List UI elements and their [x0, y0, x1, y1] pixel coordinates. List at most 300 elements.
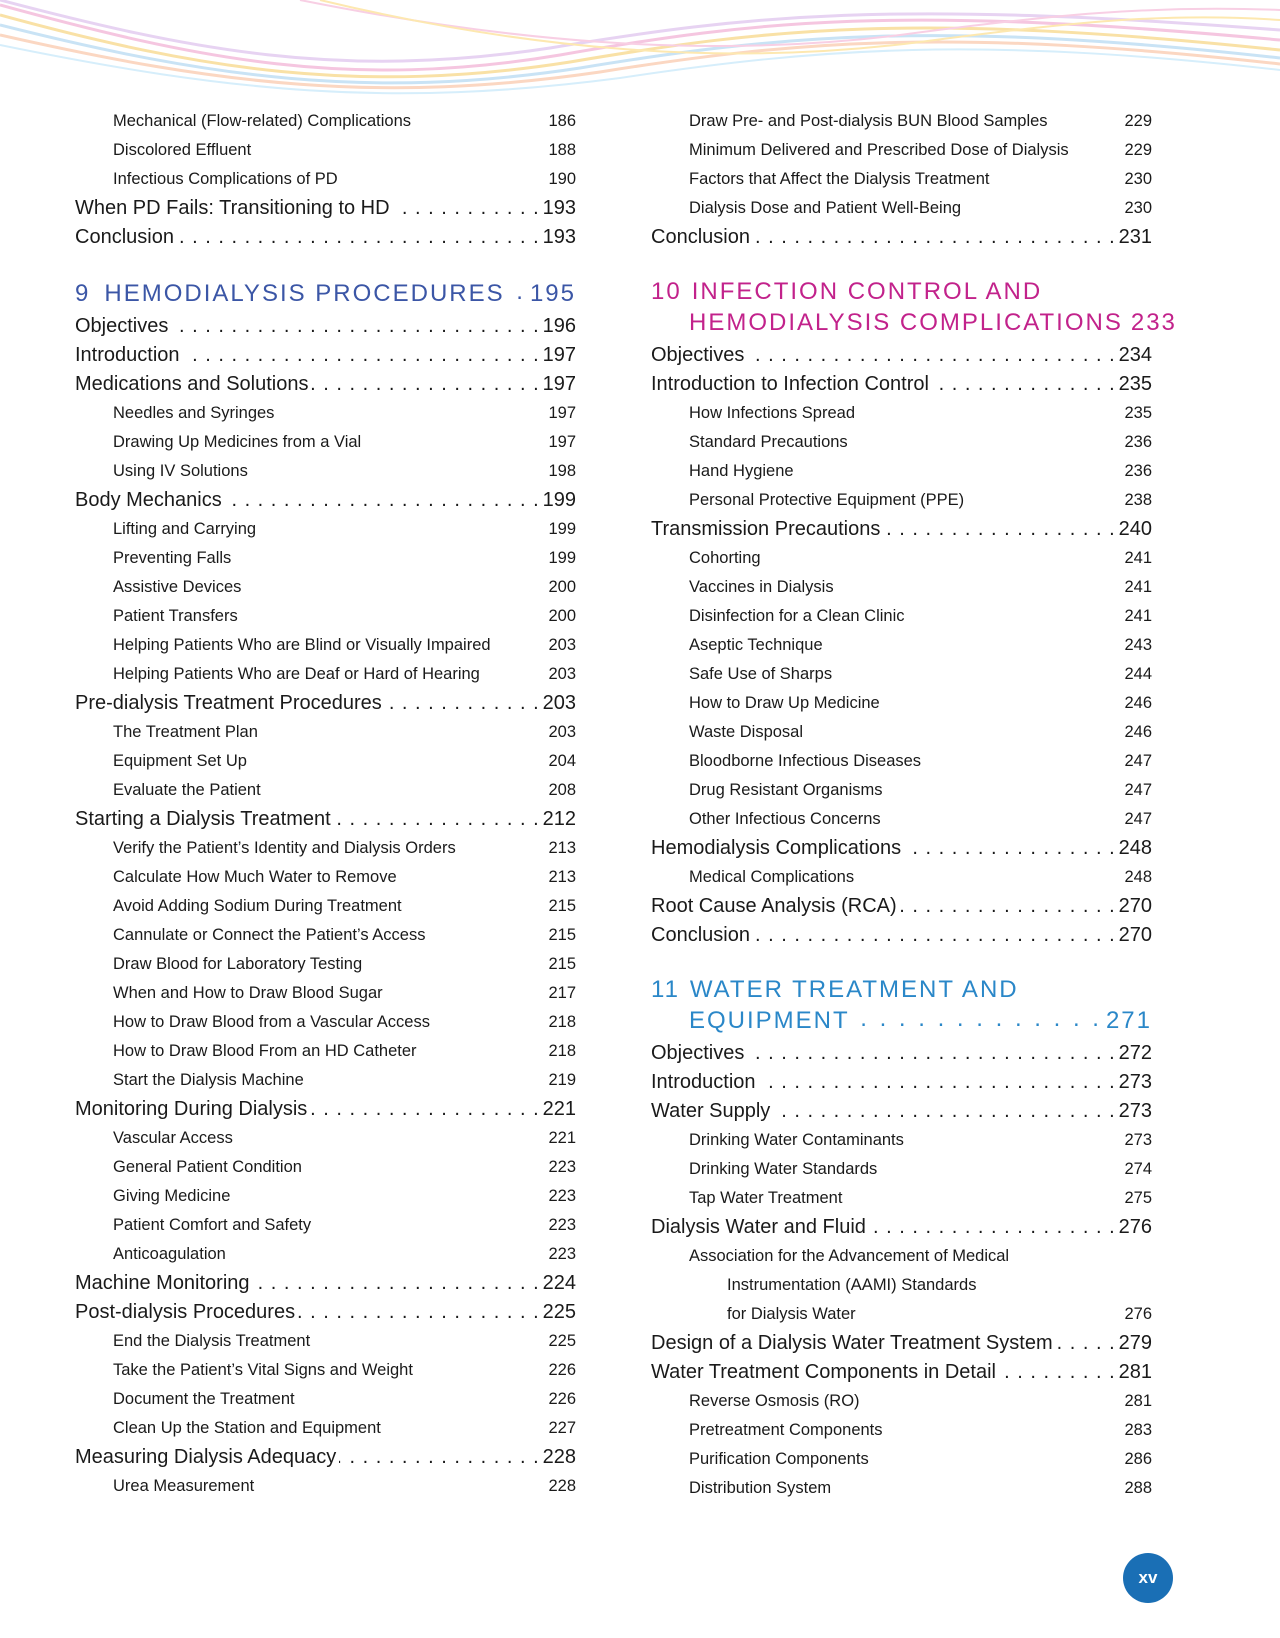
toc-subsection-entry[interactable] [651, 1387, 1152, 1416]
toc-subsection-entry[interactable] [75, 1037, 576, 1066]
chapter-11-number: 11 [651, 976, 680, 1003]
toc-entry-title: Monitoring During Dialysis [75, 1098, 308, 1120]
toc-entry-title: Root Cause Analysis (RCA) [651, 895, 897, 917]
toc-entry-page: 244 [1124, 665, 1152, 683]
toc-entry-page: 223 [548, 1216, 576, 1234]
toc-entry-page: 203 [548, 665, 576, 683]
toc-entry-title: When PD Fails: Transitioning to HD [75, 197, 390, 219]
toc-entry-page: 238 [1124, 491, 1152, 509]
toc-section-entry[interactable] [75, 805, 576, 834]
toc-entry-page: 219 [548, 1071, 576, 1089]
page-number-badge: xv [1123, 1553, 1173, 1603]
toc-subsection-entry[interactable] [651, 1126, 1152, 1155]
toc-entry-title: Pre-dialysis Treatment Procedures [75, 692, 382, 714]
toc-subsection-entry[interactable] [651, 165, 1152, 194]
toc-subsection-entry[interactable] [75, 136, 576, 165]
toc-entry-page: 235 [1124, 404, 1152, 422]
dot-leader [759, 1068, 1116, 1088]
toc-section-entry[interactable] [651, 1039, 1152, 1068]
dot-leader [364, 431, 545, 448]
toc-section-entry[interactable] [75, 1298, 576, 1327]
dot-leader [298, 1298, 540, 1318]
toc-entry-page: 193 [542, 197, 576, 219]
chapter-10-number: 10 [651, 278, 682, 305]
toc-subsection-entry[interactable] [651, 689, 1152, 718]
toc-entry-page: 248 [1118, 837, 1152, 859]
dot-leader [386, 982, 546, 999]
toc-entry-page: 197 [548, 404, 576, 422]
toc-entry-title: Medications and Solutions [75, 373, 309, 395]
dot-leader [234, 547, 545, 564]
toc-subsection-entry[interactable] [651, 1416, 1152, 1445]
toc-subsection-entry[interactable] [75, 573, 576, 602]
toc-subsection-entry[interactable] [651, 1445, 1152, 1474]
dot-leader [773, 1097, 1115, 1117]
dot-leader [259, 518, 545, 535]
toc-subsection-entry[interactable] [651, 718, 1152, 747]
toc-entry-title: Other Infectious Concerns [689, 810, 881, 828]
toc-section-entry[interactable] [75, 689, 576, 718]
toc-subsection-entry[interactable] [651, 486, 1152, 515]
toc-subsection-entry[interactable] [651, 457, 1152, 486]
dot-leader [924, 750, 1121, 767]
toc-subsection-entry[interactable] [651, 194, 1152, 223]
dot-leader [494, 634, 546, 651]
toc-section-entry[interactable] [75, 1269, 576, 1298]
toc-entry-page: 199 [548, 549, 576, 567]
dot-leader [886, 1419, 1122, 1436]
toc-entry-page: 273 [1118, 1100, 1152, 1122]
dot-leader [753, 921, 1116, 941]
toc-subsection-entry[interactable] [75, 863, 576, 892]
toc-entry-page: 225 [548, 1332, 576, 1350]
dot-leader [341, 168, 546, 185]
toc-entry-page: 247 [1124, 781, 1152, 799]
toc-entry-page: 279 [1118, 1332, 1152, 1354]
chapter-9-title: HEMODIALYSIS PROCEDURES [104, 280, 505, 307]
toc-section-entry[interactable] [651, 921, 1152, 950]
chapter-11-heading[interactable] [651, 975, 1152, 1035]
toc-entry-title: How Infections Spread [689, 404, 856, 422]
dot-leader [229, 1243, 546, 1260]
toc-entry-page: 276 [1118, 1216, 1152, 1238]
toc-subsection-entry[interactable] [651, 602, 1152, 631]
toc-entry-title: Drug Resistant Organisms [689, 781, 883, 799]
toc-entry-page: 197 [542, 344, 576, 366]
toc-entry-title: End the Dialysis Treatment [113, 1332, 311, 1350]
toc-entry-title: Purification Components [689, 1450, 869, 1468]
dot-leader [428, 924, 545, 941]
toc-entry-title: Pretreatment Components [689, 1421, 883, 1439]
toc-entry-title: Take the Patient’s Vital Signs and Weight [113, 1361, 413, 1379]
dot-leader [993, 168, 1122, 185]
toc-entry-title: Waste Disposal [689, 723, 804, 741]
toc-subsection-entry[interactable] [75, 544, 576, 573]
toc-entry-page: 199 [548, 520, 576, 538]
toc-entry-title: Drawing Up Medicines from a Vial [113, 433, 362, 451]
toc-entry-page: 229 [1124, 112, 1152, 130]
toc-entry-page: 197 [542, 373, 576, 395]
toc-entry-title: Helping Patients Who are Blind or Visually Impaired [113, 636, 491, 654]
dot-leader [277, 402, 545, 419]
toc-entry-page: 208 [548, 781, 576, 799]
dot-leader [872, 1448, 1122, 1465]
toc-entry-page: 188 [548, 141, 576, 159]
toc-entry-title: Calculate How Much Water to Remove [113, 868, 397, 886]
dot-leader [385, 689, 540, 709]
toc-entry-title: Reverse Osmosis (RO) [689, 1392, 860, 1410]
toc-entry-title: Introduction to Infection Control [651, 373, 929, 395]
toc-subsection-entry[interactable] [75, 921, 576, 950]
toc-section-entry[interactable] [651, 1358, 1152, 1387]
toc-subsection-entry[interactable] [75, 428, 576, 457]
toc-entry-page: 246 [1124, 694, 1152, 712]
toc-section-entry[interactable] [75, 486, 576, 515]
toc-entry-page: 235 [1118, 373, 1152, 395]
toc-subsection-entry[interactable] [651, 136, 1152, 165]
toc-section-entry[interactable] [75, 1095, 576, 1124]
toc-entry-title: The Treatment Plan [113, 723, 258, 741]
toc-section-entry[interactable] [651, 892, 1152, 921]
toc-entry-title: Post-dialysis Procedures [75, 1301, 296, 1323]
toc-entry-page: 241 [1124, 549, 1152, 567]
toc-subsection-entry[interactable] [75, 979, 576, 1008]
toc-subsection-entry[interactable] [651, 1184, 1152, 1213]
toc-subsection-entry[interactable] [75, 834, 576, 863]
toc-subsection-entry[interactable] [75, 631, 576, 660]
dot-leader [753, 223, 1116, 243]
dot-leader [857, 866, 1121, 883]
toc-section-entry[interactable] [75, 194, 576, 223]
dot-leader [483, 663, 546, 680]
toc-entry-page: 286 [1124, 1450, 1152, 1468]
toc-entry-page: 193 [542, 226, 576, 248]
toc-entry-title: Dialysis Dose and Patient Well-Being [689, 199, 962, 217]
toc-subsection-entry[interactable] [651, 1474, 1152, 1503]
dot-leader [405, 895, 546, 912]
toc-subsection-entry[interactable] [75, 1327, 576, 1356]
toc-entry-title: Document the Treatment [113, 1390, 295, 1408]
dot-leader [851, 431, 1122, 448]
toc-entry-title: Giving Medicine [113, 1187, 231, 1205]
dot-leader [1056, 1329, 1116, 1349]
toc-section-entry[interactable] [651, 1329, 1152, 1358]
toc-entry-title: Avoid Adding Sodium During Treatment [113, 897, 402, 915]
dot-leader [883, 692, 1122, 709]
toc-section-entry[interactable] [651, 341, 1152, 370]
dot-leader [885, 779, 1121, 796]
toc-subsection-entry[interactable] [75, 1472, 576, 1501]
dot-leader [797, 460, 1122, 477]
toc-entry-title: Safe Use of Sharps [689, 665, 833, 683]
dot-leader [869, 1213, 1116, 1233]
toc-entry-title: Clean Up the Station and Equipment [113, 1419, 381, 1437]
toc-section-entry[interactable] [75, 312, 576, 341]
toc-section-entry[interactable] [651, 1068, 1152, 1097]
toc-section-entry[interactable] [75, 370, 576, 399]
toc-subsection-entry[interactable] [651, 544, 1152, 573]
toc-entry-page: 213 [548, 868, 576, 886]
toc-subsection-entry[interactable] [75, 776, 576, 805]
dot-leader [420, 1040, 546, 1057]
dot-leader [253, 1269, 540, 1289]
toc-entry-page: 276 [1124, 1305, 1152, 1323]
toc-subsection-entry[interactable] [75, 892, 576, 921]
toc-subsection-entry[interactable] [75, 1414, 576, 1443]
dot-leader [241, 605, 546, 622]
dot-leader [459, 837, 546, 854]
toc-entry-page: 281 [1118, 1361, 1152, 1383]
toc-entry-title: Conclusion [651, 226, 750, 248]
toc-subsection-entry[interactable] [75, 1356, 576, 1385]
toc-entry-page: 203 [548, 636, 576, 654]
toc-entry-page: 241 [1124, 607, 1152, 625]
toc-subsection-entry[interactable] [75, 602, 576, 631]
dot-leader [835, 663, 1121, 680]
toc-entry-page: 198 [548, 462, 576, 480]
toc-entry-title: When and How to Draw Blood Sugar [113, 984, 383, 1002]
toc-entry-page: 199 [542, 489, 576, 511]
toc-entry-title: Hand Hygiene [689, 462, 794, 480]
toc-entry-page: 217 [548, 984, 576, 1002]
chapter-10-title-line2: HEMODIALYSIS COMPLICATIONS [689, 309, 1123, 336]
dot-leader [307, 1069, 546, 1086]
toc-entry-title: Preventing Falls [113, 549, 232, 567]
toc-subsection-entry[interactable] [75, 1240, 576, 1269]
toc-entry-page: 215 [548, 955, 576, 973]
dot-leader [863, 1390, 1122, 1407]
dot-leader [747, 1039, 1115, 1059]
toc-entry-title: Measuring Dialysis Adequacy [75, 1446, 337, 1468]
toc-subsection-entry[interactable] [75, 950, 576, 979]
toc-entry-title: Anticoagulation [113, 1245, 226, 1263]
toc-entry-page: 226 [548, 1390, 576, 1408]
toc-subsection-entry[interactable] [75, 1385, 576, 1414]
toc-entry-title: Drinking Water Contaminants [689, 1131, 904, 1149]
toc-right-column [651, 107, 1177, 1503]
toc-entry-page: 283 [1124, 1421, 1152, 1439]
toc-subsection-entry[interactable] [75, 457, 576, 486]
dot-leader [806, 721, 1121, 738]
toc-subsection-entry[interactable] [75, 1066, 576, 1095]
dot-leader [236, 1127, 546, 1144]
dot-leader [171, 312, 539, 332]
toc-subsection-entry[interactable] [651, 428, 1152, 457]
toc-entry-page: 223 [548, 1158, 576, 1176]
toc-entry-title: Objectives [75, 315, 169, 337]
toc-entry-title: Dialysis Water and Fluid [651, 1216, 866, 1238]
dot-leader [907, 1129, 1122, 1146]
toc-entry-page: 241 [1124, 578, 1152, 596]
toc-entry-title: Introduction [75, 344, 180, 366]
toc-entry-page: 215 [548, 926, 576, 944]
toc-subsection-entry[interactable] [75, 107, 576, 136]
chapter-11-title-line2: EQUIPMENT [689, 1007, 850, 1034]
toc-subsection-entry[interactable] [75, 399, 576, 428]
chapter-9-heading[interactable] [75, 277, 576, 308]
toc-entry-title: How to Draw Up Medicine [689, 694, 880, 712]
chapter-10-heading[interactable] [651, 277, 1177, 337]
dot-leader [365, 953, 545, 970]
toc-subsection-entry[interactable] [75, 1153, 576, 1182]
dot-leader [251, 460, 546, 477]
toc-subsection-entry[interactable] [651, 1155, 1152, 1184]
dot-leader [183, 341, 540, 361]
toc-entry-page: 229 [1124, 141, 1152, 159]
dot-leader [298, 1388, 546, 1405]
toc-entry-page: 240 [1118, 518, 1152, 540]
toc-left-column [75, 107, 576, 1501]
toc-entry-aami-line1[interactable]: Association for the Advancement of Medical [689, 1247, 1010, 1265]
toc-section-entry[interactable] [75, 1443, 576, 1472]
dot-leader [834, 1477, 1121, 1494]
toc-subsection-entry[interactable] [651, 399, 1152, 428]
toc-subsection-entry[interactable] [651, 107, 1152, 136]
toc-subsection-entry[interactable] [651, 776, 1152, 805]
toc-subsection-entry[interactable] [651, 747, 1152, 776]
toc-entry-title: Factors that Affect the Dialysis Treatment [689, 170, 990, 188]
toc-entry-page: 223 [548, 1187, 576, 1205]
toc-entry-page: 200 [548, 578, 576, 596]
toc-subsection-entry[interactable] [651, 660, 1152, 689]
toc-entry-page: 272 [1118, 1042, 1152, 1064]
toc-section-entry[interactable] [651, 515, 1152, 544]
toc-subsection-entry[interactable] [75, 165, 576, 194]
toc-entry-page: 234 [1118, 344, 1152, 366]
toc-subsection-entry[interactable] [75, 718, 576, 747]
toc-subsection-entry[interactable] [651, 573, 1152, 602]
toc-entry-page: 247 [1124, 810, 1152, 828]
toc-entry-aami-line2[interactable]: Instrumentation (AAMI) Standards [727, 1276, 977, 1294]
toc-section-entry[interactable] [651, 834, 1152, 863]
toc-subsection-entry[interactable] [75, 1182, 576, 1211]
toc-entry-page: 224 [542, 1272, 576, 1294]
dot-leader [908, 605, 1122, 622]
dot-leader [400, 866, 546, 883]
toc-entry-title: Water Treatment Components in Detail [651, 1361, 996, 1383]
dot-leader [257, 1475, 545, 1492]
dot-leader [261, 721, 546, 738]
toc-entry-page: 227 [548, 1419, 576, 1437]
toc-entry-title: Mechanical (Flow-related) Complications [113, 112, 412, 130]
toc-section-entry[interactable] [75, 341, 576, 370]
dot-leader [747, 341, 1115, 361]
chapter-10-title-line1: INFECTION CONTROL AND [691, 278, 1043, 305]
toc-entry-title: How to Draw Blood from a Vascular Access [113, 1013, 430, 1031]
dot-leader [900, 892, 1116, 912]
toc-entry-title: Aseptic Technique [689, 636, 823, 654]
toc-entry-title: Discolored Effluent [113, 141, 252, 159]
dot-leader [845, 1187, 1121, 1204]
toc-section-entry[interactable] [651, 223, 1152, 252]
toc-entry-page: 215 [548, 897, 576, 915]
toc-entry-page: 226 [548, 1361, 576, 1379]
toc-section-entry[interactable] [651, 1097, 1152, 1126]
toc-entry-title: Design of a Dialysis Water Treatment System [651, 1332, 1053, 1354]
toc-subsection-entry[interactable] [651, 805, 1152, 834]
toc-entry-title: Objectives [651, 344, 745, 366]
chapter-11-page: 271 [1105, 1007, 1152, 1034]
dot-leader [826, 634, 1122, 651]
toc-entry-page: 270 [1118, 924, 1152, 946]
toc-entry-page: 228 [542, 1446, 576, 1468]
toc-entry-title: Medical Complications [689, 868, 855, 886]
toc-subsection-entry[interactable] [75, 660, 576, 689]
toc-section-entry[interactable] [75, 223, 576, 252]
toc-entry-title: Patient Transfers [113, 607, 238, 625]
dot-leader [1051, 110, 1122, 127]
toc-subsection-entry[interactable] [75, 515, 576, 544]
toc-entry-title: Disinfection for a Clean Clinic [689, 607, 905, 625]
toc-entry-page: 221 [548, 1129, 576, 1147]
chapter-9-number: 9 [75, 280, 91, 307]
toc-entry-page: 273 [1118, 1071, 1152, 1093]
toc-entry-aami-line3[interactable]: for Dialysis Water . . . 276 [651, 1300, 1152, 1329]
toc-entry-title: Tap Water Treatment [689, 1189, 843, 1207]
dot-leader [964, 197, 1121, 214]
toc-entry-page: 236 [1124, 433, 1152, 451]
toc-entry-title: Needles and Syringes [113, 404, 275, 422]
toc-entry-title: Water Supply [651, 1100, 771, 1122]
dot-leader [999, 1358, 1116, 1378]
toc-subsection-entry[interactable] [75, 1008, 576, 1037]
toc-entry-page: 247 [1124, 752, 1152, 770]
dot-leader [177, 223, 540, 243]
toc-entry-title: Objectives [651, 1042, 745, 1064]
toc-entry-page: 197 [548, 433, 576, 451]
dot-leader [225, 486, 540, 506]
toc-entry-page: 203 [542, 692, 576, 714]
toc-entry-title: General Patient Condition [113, 1158, 302, 1176]
toc-entry-title: Lifting and Carrying [113, 520, 257, 538]
toc-entry-page: 204 [548, 752, 576, 770]
toc-section-entry[interactable] [651, 370, 1152, 399]
toc-entry-title: Evaluate the Patient [113, 781, 261, 799]
toc-entry-page: 275 [1124, 1189, 1152, 1207]
toc-entry-page: 230 [1124, 199, 1152, 217]
dot-leader [310, 1095, 539, 1115]
dot-leader [837, 576, 1122, 593]
chapter-10-page: 233 [1130, 309, 1177, 336]
toc-entry-title: Start the Dialysis Machine [113, 1071, 304, 1089]
toc-entry-page: 228 [548, 1477, 576, 1495]
dot-leader [314, 1214, 545, 1231]
toc-entry-title: Using IV Solutions [113, 462, 248, 480]
toc-entry-title: Vascular Access [113, 1129, 233, 1147]
toc-subsection-entry[interactable] [651, 863, 1152, 892]
toc-entry-title: Starting a Dialysis Treatment [75, 808, 331, 830]
toc-entry-page: 236 [1124, 462, 1152, 480]
toc-entry-page: 186 [548, 112, 576, 130]
toc-entry-title: Patient Comfort and Safety [113, 1216, 312, 1234]
toc-entry-title: Vaccines in Dialysis [689, 578, 834, 596]
toc-section-entry[interactable] [651, 1213, 1152, 1242]
dot-leader [904, 834, 1116, 854]
toc-subsection-entry[interactable] [651, 631, 1152, 660]
toc-entry-page: 203 [548, 723, 576, 741]
dot-leader [1072, 139, 1122, 156]
dot-leader [932, 370, 1116, 390]
toc-entry-page: 223 [548, 1245, 576, 1263]
toc-entry-title: Drinking Water Standards [689, 1160, 878, 1178]
toc-entry-title: Distribution System [689, 1479, 832, 1497]
toc-subsection-entry[interactable] [75, 1211, 576, 1240]
toc-subsection-entry[interactable] [75, 747, 576, 776]
toc-entry-page: 243 [1124, 636, 1152, 654]
toc-subsection-entry[interactable] [75, 1124, 576, 1153]
toc-entry-title: Cannulate or Connect the Patient’s Access [113, 926, 426, 944]
dot-leader [334, 805, 540, 825]
